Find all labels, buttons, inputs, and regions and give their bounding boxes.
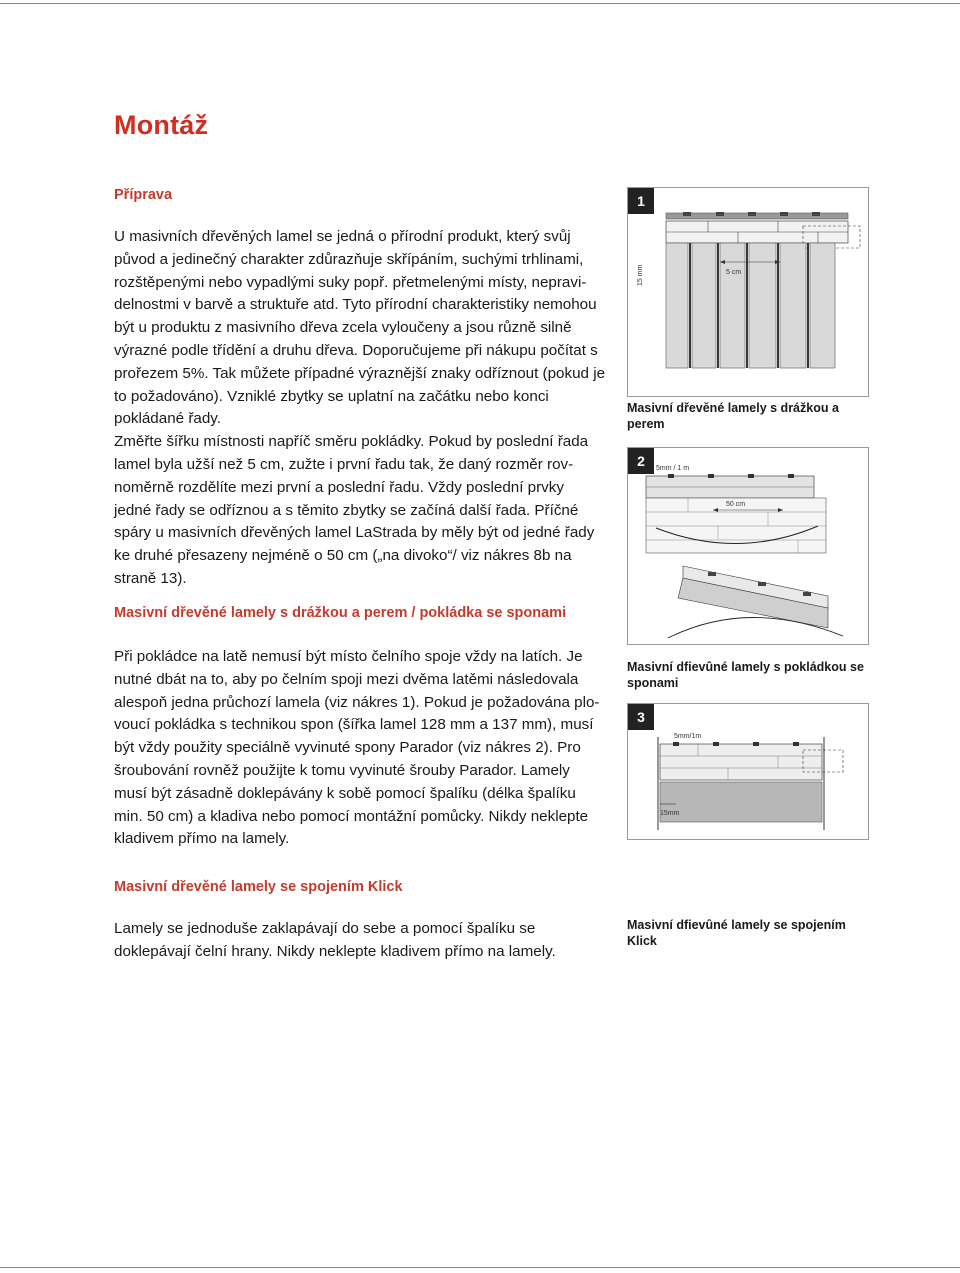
text-line: být u produktu z masivního dřeva zcela vyloučeny a jsou různě silně — [114, 319, 572, 337]
text-line: původ a jedinečný charakter zdůrazňuje skřípáním, suchými trhlinami, — [114, 250, 584, 268]
text-line: ke druhé přesazeny nejméně o 50 cm („na divoko“/ viz nákres 8b na — [114, 547, 572, 565]
text-line: delnostmi v barvě a struktuře atd. Tyto přírodní charakteristiky nemohou — [114, 296, 597, 314]
text-line: rozštěpenými nebo vypadlými suky popř. přetmelenými místy, nepravi- — [114, 273, 587, 291]
text-line: min. 50 cm) a kladiva nebo pomocí montážní pomůcky. Nikdy neklepte — [114, 807, 589, 825]
figure-number: 1 — [628, 188, 654, 214]
label-thickness: 15 mm — [637, 264, 644, 286]
text-line: šroubování rovněž použijte k tomu vyvinuté šrouby Parador. Lamely — [114, 761, 570, 779]
figure-2-caption: Masivní dfievûné lamely s pokládkou se sponami — [627, 660, 864, 690]
label-length: 50 cm — [726, 501, 746, 508]
bottom-rule — [0, 1267, 960, 1268]
figure-3-drawing — [628, 704, 868, 839]
label-thickness: 15mm — [660, 810, 680, 817]
page-title: Montáž — [114, 110, 209, 140]
text-line: Změřte šířku místnosti napříč směru pokládky. Pokud by poslední řada — [114, 433, 589, 451]
text-line: to požadováno). Vzniklé zbytky se uplatní na začátku nebo konci — [114, 387, 549, 405]
section-body-drazka — [114, 646, 614, 851]
text-line: straně 13). — [114, 569, 187, 587]
section-body-priprava — [114, 226, 614, 591]
text-line: spáry u masivních dřevěných lamel LaStrada by měly být od jedné řady — [114, 524, 595, 542]
text-line: být vždy použity speciálně vyvinuté spony Parador (viz nákres 2). Pro — [114, 739, 581, 757]
text-line: noměrně rozdělíte mezi první a poslední řadu. Vždy poslední prvky — [114, 478, 564, 496]
text-line: jedné řady se odříznou a s těmito zbytky se začíná další řada. Příčné — [114, 501, 579, 519]
figure-1 — [627, 187, 869, 397]
text-line: Při pokládce na latě nemusí být místo čelního spoje vždy na latích. Je — [114, 648, 583, 665]
text-line: pokládané řady. — [114, 410, 221, 428]
figure-number: 3 — [628, 704, 654, 730]
figure-3-caption: Masivní dfievûné lamely se spojením Klick — [627, 918, 846, 948]
text-line: musí být zásadně doklepávány k sobě pomocí špalíku (délka špalíku — [114, 784, 576, 802]
section-heading-priprava: Příprava — [114, 187, 173, 203]
figure-2-drawing — [628, 448, 868, 644]
figure-2 — [627, 447, 869, 645]
text-line: lamel byla užší než 5 cm, zužte i první řadu tak, že daný rozměr rov- — [114, 455, 574, 473]
section-heading-klick: Masivní dřevěné lamely se spojením Klick — [114, 879, 403, 895]
figure-1-drawing — [628, 188, 868, 396]
top-rule — [0, 3, 960, 4]
text-line: Lamely se jednoduše zaklapávají do sebe a pomocí špalíku se — [114, 920, 536, 937]
text-line: kladivem přímo na lamely. — [114, 830, 290, 848]
text-line: nutné dbát na to, aby po čelním spoji mezi dvěma latěmi následovala — [114, 670, 579, 688]
section-body-klick — [114, 918, 614, 964]
section-heading-drazka: Masivní dřevěné lamely s drážkou a perem / pokládka se sponami — [114, 605, 567, 621]
figure-1-caption: Masivní dřevěné lamely s drážkou a perem — [627, 401, 839, 431]
text-line: výrazné podle třídění a druhu dřeva. Doporučujeme při nákupu počítat s — [114, 341, 598, 359]
text-line: doklepávají čelní hrany. Nikdy neklepte kladivem přímo na lamely. — [114, 942, 556, 960]
text-line: alespoň jedna průchozí lamela (viz nákres 1). Pokud je požadována plo- — [114, 693, 600, 711]
label-spacing: 5 cm — [726, 269, 742, 276]
figure-3 — [627, 703, 869, 840]
label-clips: 5mm/1m — [674, 733, 702, 740]
text-line: U masivních dřevěných lamel se jedná o přírodní produkt, který svůj — [114, 228, 571, 245]
label-clips: 5mm / 1 m — [656, 465, 690, 472]
text-line: voucí pokládka s technikou spon (šířka lamel 128 mm a 137 mm), musí — [114, 716, 594, 734]
text-line: prořezem 5%. Tak můžete případné výraznější znaky odříznout (pokud je — [114, 364, 606, 382]
figure-number: 2 — [628, 448, 654, 474]
